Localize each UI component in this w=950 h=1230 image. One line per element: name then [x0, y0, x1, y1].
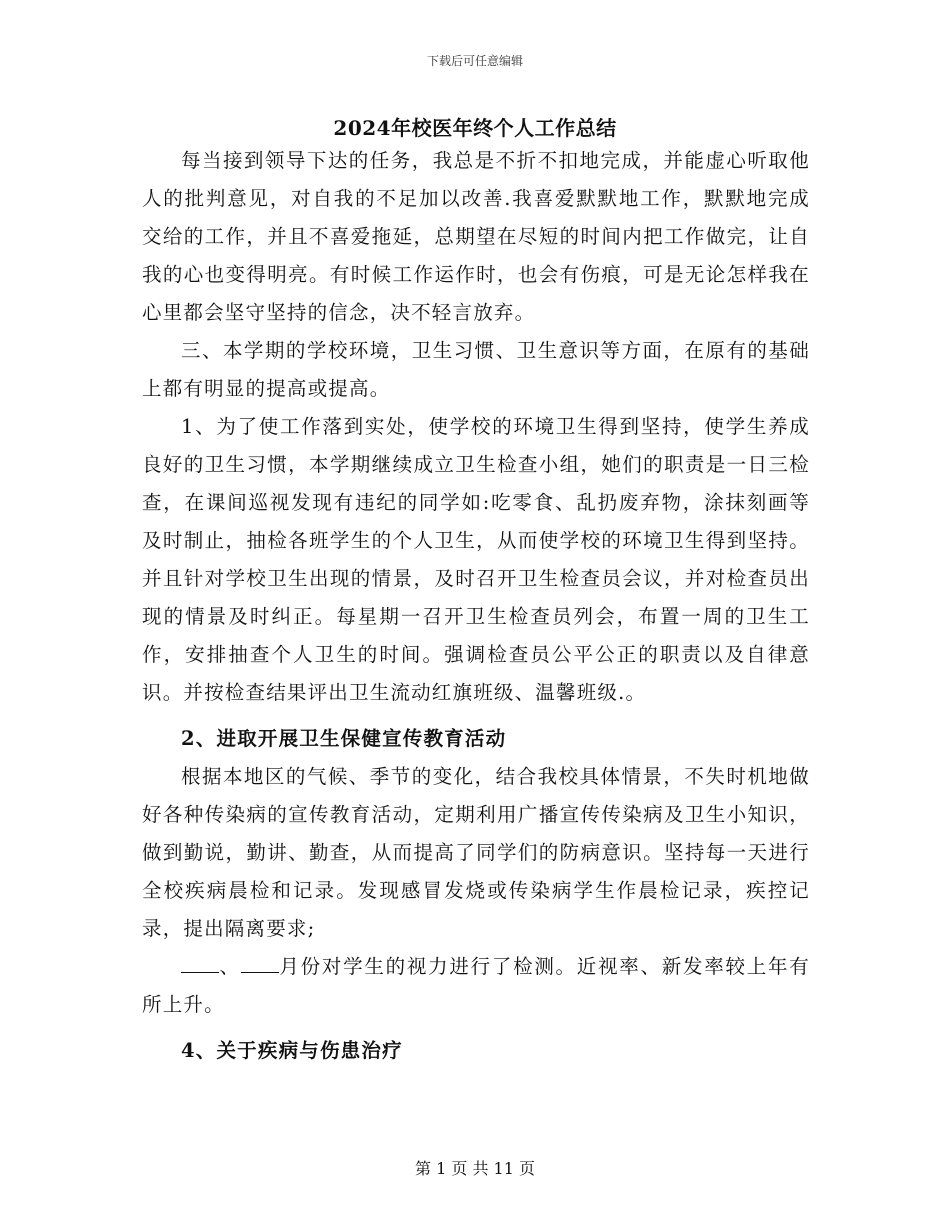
paragraph-item-two-body: 根据本地区的气候、季节的变化，结合我校具体情景，不失时机地做好各种传染病的宣传教育活动，定期利用广播宣传传染病及卫生小知识，做到勤说，勤讲、勤查，从而提高了同学们的防病意识。坚持每一天进行全校疾病晨检和记录。发现感冒发烧或传染病学生作晨检记录，疾控记录，提出隔离要求; [142, 765, 810, 940]
blank-separator: 、 [219, 955, 241, 978]
document-body [142, 142, 810, 1070]
heading-item-four: 4、关于疾病与伤患治疗 [181, 1039, 403, 1062]
paragraph-section-three: 三、本学期的学校环境，卫生习惯、卫生意识等方面，在原有的基础上都有明显的提高或提高。 [142, 339, 810, 400]
paragraph-item-one: 1、为了使工作落到实处，使学校的环境卫生得到坚持，使学生养成良好的卫生习惯，本学期继续成立卫生检查小组，她们的职责是一日三检查，在课间巡视发现有违纪的同学如:吃零食、乱扔废弃物，涂抹刻画等及时制止，抽检各班学生的个人卫生，从而使学校的环境卫生得到坚持。并且针对学校卫生出现的情景，及时召开卫生检查员会议，并对检查员出现的情景及时纠正。每星期一召开卫生检查员列会，布置一周的卫生工作，安排抽查个人卫生的时间。强调检查员公平公正的职责以及自律意识。并按检查结果评出卫生流动红旗班级、温馨班级.。 [142, 415, 810, 704]
page-footer-number: 第 1 页 共 11 页 [415, 1159, 535, 1178]
vision-check-text: 月份对学生的视力进行了检测。近视率、新发率较上年有所上升。 [142, 955, 810, 1016]
blank-underline-month-1 [181, 954, 219, 973]
document-title: 2024年校医年终个人工作总结 [333, 116, 617, 140]
spacer [142, 712, 810, 720]
paragraph-intro: 每当接到领导下达的任务，我总是不折不扣地完成，并能虚心听取他人的批判意见，对自我的不足加以改善.我喜爱默默地工作，默默地完成交给的工作，并且不喜爱拖延，总期望在尽短的时间内把工作做完，让自我的心也变得明亮。有时候工作运作时，也会有伤痕，可是无论怎样我在心里都会坚守坚持的信念，决不轻言放弃。 [142, 149, 810, 324]
page-header-note: 下载后可任意编辑 [426, 54, 523, 68]
blank-underline-month-2 [241, 954, 279, 973]
spacer [142, 1024, 810, 1032]
heading-item-two: 2、进取开展卫生保健宣传教育活动 [181, 727, 507, 750]
paragraph-vision-check [142, 948, 810, 1024]
